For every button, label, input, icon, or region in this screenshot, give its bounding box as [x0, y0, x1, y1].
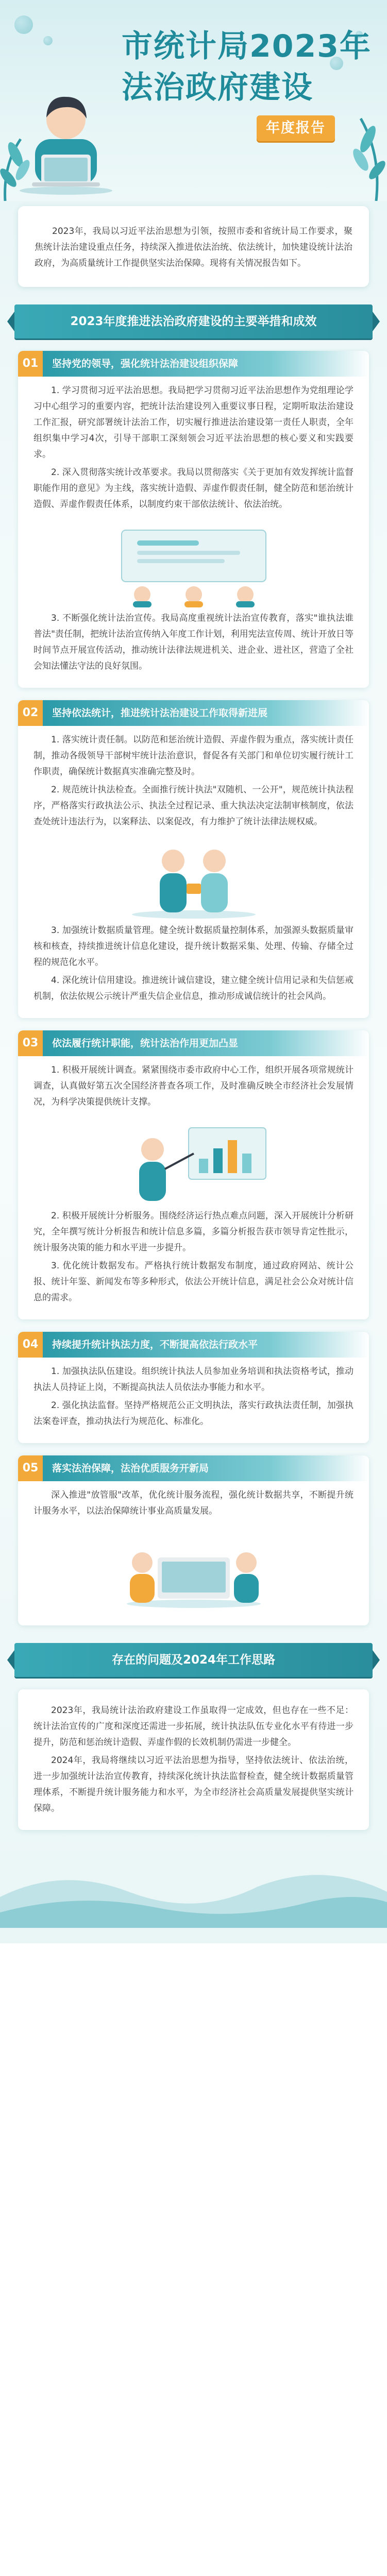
section-box-03 [18, 1030, 369, 1319]
box-number: 05 [18, 1455, 43, 1481]
box-title: 落实法治保障，法治优质服务开新局 [43, 1455, 369, 1481]
title-line1: 市统计局2023年 [122, 28, 372, 64]
page-header [0, 0, 387, 201]
section-banner-1: 2023年度推进法治政府建设的主要举措和成效 [14, 304, 373, 338]
section-box-04 [18, 1332, 369, 1443]
paragraph: 深入推进"放管服"改革，优化统计服务流程，强化统计数据共享，不断提升统计服务水平，以法治保障统计事业高质量发展。 [33, 1490, 354, 1516]
section-box-02 [18, 700, 369, 1018]
people-illustration-icon [116, 837, 271, 920]
box-number: 01 [18, 351, 43, 377]
intro-paragraph: 2023年，我局以习近平法治思想为引领，按照市委和省统计局工作要求，聚焦统计法治建设重点任务，持续深入推进依法治统、依法统计，加快建设统计法治政府，为高质量统计工作提供坚实法治保障。现将有关情况报告如下。 [18, 206, 369, 287]
title-line2: 法治政府建设 [122, 70, 313, 106]
work-illustration-icon [111, 1527, 276, 1609]
box-head [18, 700, 369, 726]
footer-hills-icon [0, 1851, 387, 1928]
paragraph: 1. 加强执法队伍建设。组织统计执法人员参加业务培训和执法资格考试，推动执法人员持证上岗，不断提高执法人员依法办事能力和水平。 [33, 1366, 354, 1393]
paragraph: 2. 积极开展统计分析服务。围绕经济运行热点难点问题，深入开展统计分析研究，全年撰写统计分析报告和统计信息多篇，多篇分析报告获市领导肯定性批示，统计服务决策的能力和水平进一步提升。 [33, 1211, 354, 1253]
paragraph: 1. 落实统计责任制。以防范和惩治统计造假、弄虚作假为重点，落实统计责任制，推动各级领导干部树牢统计法治意识，督促各有关部门和单位切实履行统计工作职责，确保统计数据真实准确完整及时。 [33, 735, 354, 777]
footer-space [0, 1928, 387, 1943]
paragraph: 4. 深化统计信用建设。推进统计诚信建设，建立健全统计信用记录和失信惩戒机制，依法依规公示统计严重失信企业信息，推动形成诚信统计的社会风尚。 [33, 975, 354, 1002]
box-title: 依法履行统计职能，统计法治作用更加凸显 [43, 1030, 369, 1056]
box-number: 03 [18, 1030, 43, 1056]
paragraph: 2. 强化执法监督。坚持严格规范公正文明执法，落实行政执法责任制，加强执法案卷评查，推动执法行为规范化、标准化。 [33, 1400, 354, 1427]
section-box-summary [18, 1689, 369, 1830]
plant-icon [345, 103, 387, 201]
paragraph: 2024年，我局将继续以习近平法治思想为指导，坚持依法统计、依法治统，进一步加强统计法治宣传教育，持续深化统计执法监督检查，健全统计数据质量管理体系，不断提升统计服务能力和水平，为全市经济社会高质量发展提供坚实统计保障。 [33, 1755, 354, 1814]
paragraph: 1. 积极开展统计调查。紧紧围绕市委市政府中心工作，组织开展各项常规统计调查，认真做好第五次全国经济普查各项工作，及时准确反映全市经济社会发展情况，为科学决策提供统计支撑。 [33, 1065, 354, 1107]
section-banner-2: 存在的问题及2024年工作思路 [14, 1643, 373, 1677]
paragraph: 2. 深入贯彻落实统计改革要求。我局以贯彻落实《关于更加有效发挥统计监督职能作用的意见》为主线，落实统计造假、弄虚作假责任制，健全防范和惩治统计造假、弄虚作假责任体系，以制度约束干部依法统计、依法治统。 [33, 467, 354, 510]
paragraph: 3. 不断强化统计法治宣传。我局高度重视统计法治宣传教育，落实"谁执法谁普法"责任制，把统计法治宣传纳入年度工作计划，利用宪法宣传周、统计开放日等时间节点开展宣传活动，推动统计法律法规进机关、进企业、进社区，营造了全社会知法懂法守法的良好氛围。 [33, 613, 354, 671]
paragraph: 1. 学习贯彻习近平法治思想。我局把学习贯彻习近平法治思想作为党组理论学习中心组学习的重要内容，把统计法治建设列入重要议事日程，定期听取法治建设工作汇报，研究部署统计法治工作，切实履行推进法治建设第一责任人职责，全年组织集中学习4次，引导干部职工深刻领会习近平法治思想的核心要义和实践要求。 [33, 385, 354, 460]
paragraph: 2. 规范统计执法检查。全面推行统计执法"双随机、一公开"，规范统计执法程序，严格落实行政执法公示、执法全过程记录、重大执法决定法制审核制度，依法查处统计违法行为，以案释法、以案促改，有力维护了统计法律法规权威。 [33, 785, 354, 827]
paragraph: 2023年，我局统计法治政府建设工作虽取得一定成效，但也存在一些不足：统计法治宣传的广度和深度还需进一步拓展，统计执法队伍专业化水平有待进一步提升，防范和惩治统计造假、弄虚作假的长效机制仍需进一步健全。 [33, 1705, 354, 1748]
box-title: 坚持依法统计，推进统计法治建设工作取得新进展 [43, 700, 369, 726]
box-head [18, 1455, 369, 1481]
plant-icon [0, 118, 36, 201]
report-badge: 年度报告 [257, 115, 335, 141]
box-number: 04 [18, 1332, 43, 1358]
decor-bubble [14, 15, 33, 34]
box-head [18, 1332, 369, 1358]
box-title: 坚持党的领导，强化统计法治建设组织保障 [43, 351, 369, 377]
decor-bubble [43, 36, 53, 45]
presentation-illustration-icon [111, 1117, 276, 1205]
box-head [18, 351, 369, 377]
box-title: 持续提升统计执法力度，不断提高依法行政水平 [43, 1332, 369, 1358]
box-number: 02 [18, 700, 43, 726]
meeting-illustration-icon [101, 520, 287, 607]
section-box-01 [18, 351, 369, 688]
paragraph: 3. 优化统计数据发布。严格执行统计数据发布制度，通过政府网站、统计公报、统计年鉴、新闻发布等多种形式，依法公开统计信息，满足社会公众对统计信息的需求。 [33, 1261, 354, 1303]
section-box-05 [18, 1455, 369, 1625]
paragraph: 3. 加强统计数据质量管理。健全统计数据质量控制体系，加强源头数据质量审核和核查，持续推进统计信息化建设，提升统计数据采集、处理、传输、存储全过程的规范化水平。 [33, 925, 354, 968]
box-head [18, 1030, 369, 1056]
